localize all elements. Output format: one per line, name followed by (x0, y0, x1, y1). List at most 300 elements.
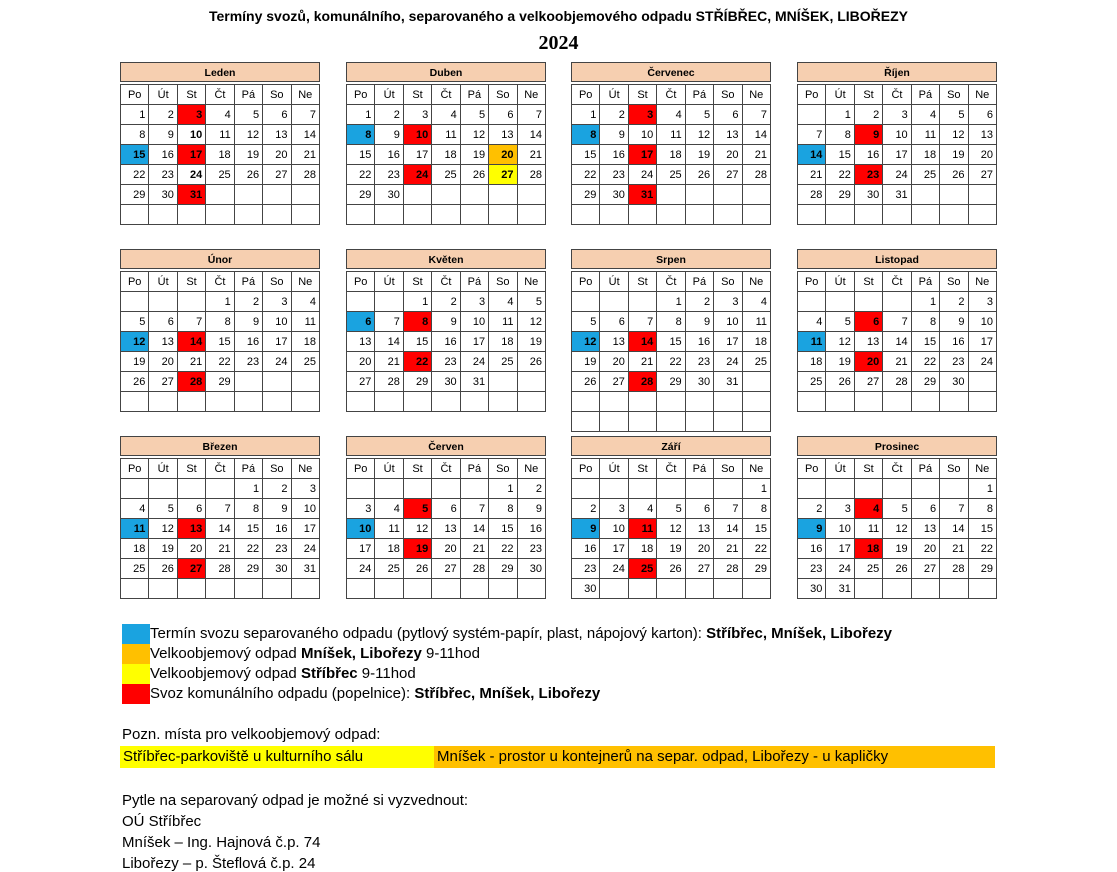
empty-cell (600, 579, 628, 599)
day-cell: 11 (742, 312, 770, 332)
month-name: Červen (346, 436, 546, 456)
day-cell: 6 (489, 105, 517, 125)
empty-cell (572, 392, 600, 412)
page-title: Termíny svozů, komunálního, separovaného a velkoobjemového odpadu STŘÍBŘEC, MNÍŠEK, LIBOŘEZY (208, 8, 909, 24)
month-březen (120, 436, 320, 599)
day-cell: 1 (911, 292, 939, 312)
empty-cell (628, 392, 656, 412)
day-cell: 9 (685, 312, 713, 332)
weekday-header: Po (347, 459, 375, 479)
weekday-header: St (177, 459, 205, 479)
day-cell: 16 (263, 519, 291, 539)
empty-cell (206, 579, 234, 599)
empty-cell (572, 292, 600, 312)
day-cell: 3 (403, 105, 431, 125)
weekday-header: Pá (234, 272, 262, 292)
empty-cell (685, 479, 713, 499)
day-cell: 30 (149, 185, 177, 205)
weekday-header: Po (798, 459, 826, 479)
day-cell: 7 (517, 105, 545, 125)
day-cell: 17 (714, 332, 742, 352)
day-cell: 26 (460, 165, 488, 185)
day-cell: 31 (460, 372, 488, 392)
day-cell: 23 (517, 539, 545, 559)
empty-cell (798, 479, 826, 499)
weekday-header: St (177, 85, 205, 105)
day-cell: 7 (375, 312, 403, 332)
day-cell: 8 (742, 499, 770, 519)
day-cell: 20 (685, 539, 713, 559)
day-cell: 26 (572, 372, 600, 392)
empty-cell (572, 412, 600, 432)
empty-cell (742, 579, 770, 599)
legend-swatch (122, 624, 150, 644)
legend-swatch (122, 644, 150, 664)
day-cell: 17 (403, 145, 431, 165)
month-table (120, 84, 320, 225)
empty-cell (347, 579, 375, 599)
weekday-header: Ne (517, 272, 545, 292)
weekday-header: Út (149, 85, 177, 105)
day-cell: 11 (121, 519, 149, 539)
day-cell: 23 (149, 165, 177, 185)
day-cell: 21 (940, 539, 968, 559)
legend-swatch (122, 664, 150, 684)
day-cell: 5 (121, 312, 149, 332)
day-cell: 2 (263, 479, 291, 499)
day-cell: 24 (968, 352, 996, 372)
day-cell: 25 (628, 559, 656, 579)
weekday-header: St (854, 272, 882, 292)
empty-cell (121, 392, 149, 412)
day-cell: 5 (234, 105, 262, 125)
empty-cell (291, 205, 319, 225)
day-cell: 27 (968, 165, 996, 185)
weekday-header: Čt (432, 459, 460, 479)
day-cell: 29 (403, 372, 431, 392)
empty-cell (600, 205, 628, 225)
day-cell: 21 (177, 352, 205, 372)
day-cell: 15 (572, 145, 600, 165)
day-cell: 14 (291, 125, 319, 145)
day-cell: 4 (911, 105, 939, 125)
weekday-header: St (854, 85, 882, 105)
day-cell: 30 (600, 185, 628, 205)
empty-cell (600, 479, 628, 499)
empty-cell (826, 292, 854, 312)
day-cell: 26 (940, 165, 968, 185)
weekday-header: Po (798, 85, 826, 105)
day-cell: 26 (234, 165, 262, 185)
empty-cell (291, 392, 319, 412)
day-cell: 20 (149, 352, 177, 372)
empty-cell (149, 479, 177, 499)
empty-cell (742, 372, 770, 392)
day-cell: 27 (149, 372, 177, 392)
empty-cell (968, 372, 996, 392)
day-cell: 12 (826, 332, 854, 352)
empty-cell (121, 292, 149, 312)
day-cell: 17 (968, 332, 996, 352)
day-cell: 29 (489, 559, 517, 579)
weekday-header: Pá (911, 459, 939, 479)
weekday-header: St (403, 459, 431, 479)
day-cell: 7 (628, 312, 656, 332)
day-cell: 27 (263, 165, 291, 185)
day-cell: 13 (263, 125, 291, 145)
day-cell: 28 (375, 372, 403, 392)
day-cell: 9 (432, 312, 460, 332)
day-cell: 27 (432, 559, 460, 579)
day-cell: 9 (854, 125, 882, 145)
weekday-header: Út (600, 85, 628, 105)
day-cell: 21 (798, 165, 826, 185)
day-cell: 14 (517, 125, 545, 145)
day-cell: 28 (291, 165, 319, 185)
weekday-header: Ne (742, 272, 770, 292)
empty-cell (121, 579, 149, 599)
day-cell: 25 (854, 559, 882, 579)
empty-cell (940, 579, 968, 599)
day-cell: 1 (403, 292, 431, 312)
day-cell: 11 (375, 519, 403, 539)
day-cell: 27 (685, 559, 713, 579)
day-cell: 16 (685, 332, 713, 352)
empty-cell (234, 372, 262, 392)
empty-cell (826, 392, 854, 412)
empty-cell (628, 292, 656, 312)
day-cell: 13 (911, 519, 939, 539)
day-cell: 4 (206, 105, 234, 125)
day-cell: 13 (685, 519, 713, 539)
empty-cell (149, 392, 177, 412)
day-cell: 26 (121, 372, 149, 392)
month-srpen (571, 249, 771, 432)
empty-cell (149, 579, 177, 599)
day-cell: 13 (347, 332, 375, 352)
weekday-header: Ne (742, 459, 770, 479)
day-cell: 22 (968, 539, 996, 559)
day-cell: 21 (517, 145, 545, 165)
empty-cell (375, 579, 403, 599)
day-cell: 31 (826, 579, 854, 599)
day-cell: 14 (883, 332, 911, 352)
day-cell: 18 (121, 539, 149, 559)
empty-cell (403, 579, 431, 599)
empty-cell (798, 392, 826, 412)
month-únor (120, 249, 320, 412)
day-cell: 5 (149, 499, 177, 519)
empty-cell (968, 185, 996, 205)
day-cell: 13 (968, 125, 996, 145)
empty-cell (517, 185, 545, 205)
day-cell: 6 (968, 105, 996, 125)
month-table (797, 271, 997, 412)
day-cell: 22 (826, 165, 854, 185)
day-cell: 4 (742, 292, 770, 312)
empty-cell (685, 412, 713, 432)
day-cell: 8 (911, 312, 939, 332)
empty-cell (460, 205, 488, 225)
day-cell: 1 (826, 105, 854, 125)
empty-cell (403, 205, 431, 225)
empty-cell (883, 205, 911, 225)
weekday-header: Po (572, 272, 600, 292)
weekday-header: Ne (291, 272, 319, 292)
day-cell: 22 (121, 165, 149, 185)
empty-cell (149, 205, 177, 225)
empty-cell (911, 205, 939, 225)
empty-cell (826, 205, 854, 225)
empty-cell (234, 205, 262, 225)
weekday-header: Pá (911, 272, 939, 292)
day-cell: 4 (375, 499, 403, 519)
weekday-header: Čt (206, 85, 234, 105)
empty-cell (347, 292, 375, 312)
day-cell: 30 (432, 372, 460, 392)
day-cell: 24 (826, 559, 854, 579)
weekday-header: Čt (883, 272, 911, 292)
empty-cell (685, 205, 713, 225)
day-cell: 14 (742, 125, 770, 145)
day-cell: 8 (572, 125, 600, 145)
day-cell: 27 (177, 559, 205, 579)
day-cell: 26 (826, 372, 854, 392)
empty-cell (940, 205, 968, 225)
day-cell: 25 (291, 352, 319, 372)
weekday-header: Út (375, 272, 403, 292)
day-cell: 2 (685, 292, 713, 312)
day-cell: 19 (517, 332, 545, 352)
day-cell: 11 (911, 125, 939, 145)
empty-cell (714, 412, 742, 432)
weekday-header: Čt (883, 459, 911, 479)
day-cell: 6 (347, 312, 375, 332)
empty-cell (714, 185, 742, 205)
weekday-header: Ne (742, 85, 770, 105)
weekday-header: St (403, 85, 431, 105)
day-cell: 15 (489, 519, 517, 539)
bags-heading: Pytle na separovaný odpad je možné si vyzvednout: (122, 792, 469, 809)
day-cell: 1 (572, 105, 600, 125)
day-cell: 26 (657, 559, 685, 579)
weekday-header: So (263, 272, 291, 292)
day-cell: 15 (206, 332, 234, 352)
day-cell: 12 (234, 125, 262, 145)
day-cell: 28 (177, 372, 205, 392)
empty-cell (460, 392, 488, 412)
empty-cell (883, 479, 911, 499)
day-cell: 3 (263, 292, 291, 312)
day-cell: 19 (149, 539, 177, 559)
month-name: Listopad (797, 249, 997, 269)
day-cell: 19 (940, 145, 968, 165)
empty-cell (742, 205, 770, 225)
day-cell: 15 (657, 332, 685, 352)
empty-cell (149, 292, 177, 312)
month-name: Duben (346, 62, 546, 82)
weekday-header: Po (347, 272, 375, 292)
month-květen (346, 249, 546, 412)
day-cell: 29 (742, 559, 770, 579)
day-cell: 18 (798, 352, 826, 372)
weekday-header: Ne (968, 459, 996, 479)
empty-cell (206, 392, 234, 412)
empty-cell (657, 205, 685, 225)
day-cell: 8 (234, 499, 262, 519)
day-cell: 3 (460, 292, 488, 312)
day-cell: 4 (432, 105, 460, 125)
weekday-header: Po (798, 272, 826, 292)
day-cell: 2 (375, 105, 403, 125)
empty-cell (263, 579, 291, 599)
weekday-header: Út (600, 459, 628, 479)
day-cell: 20 (968, 145, 996, 165)
place-mnisek-liborezy: Mníšek - prostor u kontejnerů na separ. odpad, Libořezy - u kapličky (434, 746, 995, 768)
day-cell: 27 (854, 372, 882, 392)
day-cell: 10 (826, 519, 854, 539)
day-cell: 18 (854, 539, 882, 559)
day-cell: 17 (460, 332, 488, 352)
empty-cell (742, 185, 770, 205)
day-cell: 23 (234, 352, 262, 372)
day-cell: 22 (657, 352, 685, 372)
empty-cell (854, 479, 882, 499)
day-cell: 29 (826, 185, 854, 205)
empty-cell (177, 479, 205, 499)
month-name: Červenec (571, 62, 771, 82)
empty-cell (432, 579, 460, 599)
day-cell: 23 (263, 539, 291, 559)
empty-cell (572, 479, 600, 499)
day-cell: 26 (517, 352, 545, 372)
empty-cell (432, 479, 460, 499)
day-cell: 6 (177, 499, 205, 519)
day-cell: 25 (489, 352, 517, 372)
day-cell: 9 (940, 312, 968, 332)
weekday-header: Ne (968, 85, 996, 105)
day-cell: 21 (291, 145, 319, 165)
empty-cell (854, 392, 882, 412)
month-table (346, 271, 546, 412)
day-cell: 21 (628, 352, 656, 372)
day-cell: 6 (714, 105, 742, 125)
weekday-header: Čt (206, 459, 234, 479)
day-cell: 2 (940, 292, 968, 312)
weekday-header: So (263, 459, 291, 479)
day-cell: 6 (432, 499, 460, 519)
day-cell: 14 (628, 332, 656, 352)
empty-cell (177, 579, 205, 599)
day-cell: 28 (798, 185, 826, 205)
day-cell: 15 (347, 145, 375, 165)
day-cell: 24 (291, 539, 319, 559)
day-cell: 10 (177, 125, 205, 145)
day-cell: 5 (883, 499, 911, 519)
empty-cell (489, 392, 517, 412)
month-červen (346, 436, 546, 599)
day-cell: 4 (798, 312, 826, 332)
day-cell: 18 (489, 332, 517, 352)
month-name: Říjen (797, 62, 997, 82)
day-cell: 9 (798, 519, 826, 539)
empty-cell (911, 579, 939, 599)
day-cell: 27 (347, 372, 375, 392)
weekday-header: So (714, 85, 742, 105)
day-cell: 5 (403, 499, 431, 519)
day-cell: 1 (121, 105, 149, 125)
day-cell: 2 (572, 499, 600, 519)
month-table (120, 458, 320, 599)
day-cell: 13 (177, 519, 205, 539)
day-cell: 26 (403, 559, 431, 579)
weekday-header: So (714, 459, 742, 479)
weekday-header: Pá (685, 459, 713, 479)
day-cell: 17 (263, 332, 291, 352)
month-table (571, 84, 771, 225)
day-cell: 18 (291, 332, 319, 352)
day-cell: 16 (432, 332, 460, 352)
day-cell: 14 (206, 519, 234, 539)
day-cell: 3 (628, 105, 656, 125)
day-cell: 12 (940, 125, 968, 145)
month-table (797, 458, 997, 599)
day-cell: 2 (432, 292, 460, 312)
day-cell: 8 (657, 312, 685, 332)
legend-item-komunalni: Svoz komunálního odpadu (popelnice): Stříbřec, Mníšek, Libořezy (122, 684, 892, 704)
empty-cell (291, 372, 319, 392)
day-cell: 2 (234, 292, 262, 312)
day-cell: 2 (798, 499, 826, 519)
month-table (346, 458, 546, 599)
day-cell: 7 (742, 105, 770, 125)
empty-cell (517, 205, 545, 225)
empty-cell (940, 392, 968, 412)
empty-cell (206, 205, 234, 225)
day-cell: 3 (177, 105, 205, 125)
empty-cell (206, 479, 234, 499)
day-cell: 28 (742, 165, 770, 185)
empty-cell (489, 579, 517, 599)
empty-cell (460, 479, 488, 499)
month-table (571, 458, 771, 599)
empty-cell (657, 412, 685, 432)
empty-cell (517, 579, 545, 599)
day-cell: 15 (826, 145, 854, 165)
day-cell: 4 (121, 499, 149, 519)
day-cell: 24 (403, 165, 431, 185)
month-name: Březen (120, 436, 320, 456)
empty-cell (628, 579, 656, 599)
day-cell: 8 (968, 499, 996, 519)
month-table (120, 271, 320, 412)
weekday-header: Pá (234, 85, 262, 105)
empty-cell (854, 205, 882, 225)
day-cell: 5 (940, 105, 968, 125)
month-name: Únor (120, 249, 320, 269)
day-cell: 15 (234, 519, 262, 539)
day-cell: 5 (572, 312, 600, 332)
day-cell: 2 (517, 479, 545, 499)
day-cell: 10 (347, 519, 375, 539)
day-cell: 19 (234, 145, 262, 165)
day-cell: 18 (657, 145, 685, 165)
day-cell: 16 (572, 539, 600, 559)
weekday-header: Po (121, 272, 149, 292)
month-table (346, 84, 546, 225)
day-cell: 12 (883, 519, 911, 539)
day-cell: 13 (600, 332, 628, 352)
